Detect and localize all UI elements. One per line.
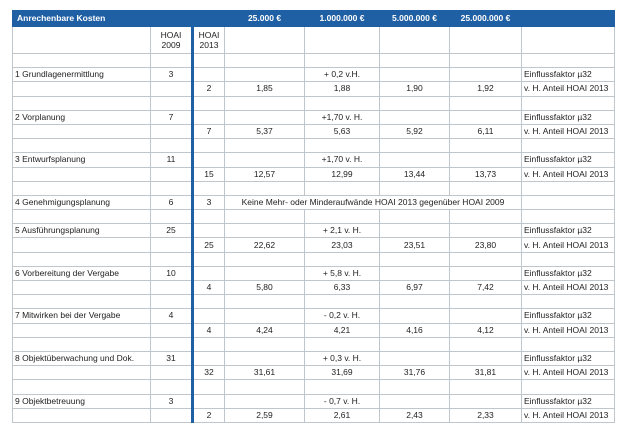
header-empty	[151, 11, 193, 27]
spacer-cell	[193, 96, 225, 110]
empty-cell	[193, 394, 225, 408]
spacer-row	[13, 96, 615, 110]
hoai-2013-value: 15	[193, 167, 225, 181]
spacer-cell	[225, 380, 305, 394]
empty-cell	[450, 110, 522, 124]
spacer-cell	[450, 96, 522, 110]
empty-cell	[380, 309, 450, 323]
spacer-cell	[305, 380, 380, 394]
spacer-row	[13, 337, 615, 351]
share-value: 23,80	[450, 238, 522, 252]
empty-cell	[225, 153, 305, 167]
spacer-cell	[225, 337, 305, 351]
share-value: 1,85	[225, 82, 305, 96]
hoai-2013-value: 4	[193, 323, 225, 337]
hoai-2013-header: HOAI 2013	[193, 27, 225, 54]
phase-row	[13, 110, 615, 124]
hoai-2009-value: 6	[151, 195, 193, 209]
empty-cell	[193, 309, 225, 323]
empty-cell	[151, 281, 193, 295]
spacer-cell	[305, 181, 380, 195]
hoai-2009-value: 31	[151, 351, 193, 365]
empty-cell	[380, 266, 450, 280]
share-value: 4,16	[380, 323, 450, 337]
empty-cell	[151, 124, 193, 138]
phase-name: 6 Vorbereitung der Vergabe	[13, 266, 151, 280]
phase-name: 2 Vorplanung	[13, 110, 151, 124]
share-value: 2,43	[380, 408, 450, 422]
phase-value-row	[13, 366, 615, 380]
empty-cell	[450, 394, 522, 408]
change-value: + 0,3 v. H.	[305, 351, 380, 365]
empty-cell	[13, 167, 151, 181]
empty-cell	[13, 408, 151, 422]
spacer-cell	[522, 139, 615, 153]
spacer-cell	[305, 96, 380, 110]
hoai-2009-value: 4	[151, 309, 193, 323]
hoai-2013-value: 2	[193, 82, 225, 96]
share-value: 1,90	[380, 82, 450, 96]
hoai-2009-value: 11	[151, 153, 193, 167]
share-label: v. H. Anteil HOAI 2013	[522, 82, 615, 96]
header-row	[13, 11, 615, 27]
hoai-2009-value: 3	[151, 394, 193, 408]
no-change-note: Keine Mehr- oder Minderaufwände HOAI 2013 gegenüber HOAI 2009	[225, 195, 522, 209]
hoai-comparison-table	[12, 10, 615, 423]
spacer-cell	[193, 139, 225, 153]
header-col-1m: 1.000.000 €	[305, 11, 380, 27]
empty-cell	[450, 224, 522, 238]
empty-cell	[151, 82, 193, 96]
phase-name: 5 Ausführungsplanung	[13, 224, 151, 238]
share-label: v. H. Anteil HOAI 2013	[522, 124, 615, 138]
spacer-cell	[522, 181, 615, 195]
spacer-cell	[305, 210, 380, 224]
phase-row	[13, 309, 615, 323]
empty-cell	[13, 366, 151, 380]
spacer-cell	[151, 252, 193, 266]
spacer-cell	[450, 337, 522, 351]
empty-cell	[450, 153, 522, 167]
spacer-cell	[380, 380, 450, 394]
share-value: 31,61	[225, 366, 305, 380]
empty-cell	[380, 351, 450, 365]
spacer-cell	[151, 139, 193, 153]
spacer-row	[13, 380, 615, 394]
hoai-2009-header: HOAI 2009	[151, 27, 193, 54]
spacer-cell	[13, 139, 151, 153]
empty-cell	[450, 266, 522, 280]
spacer-cell	[450, 54, 522, 68]
empty-cell	[13, 82, 151, 96]
spacer-cell	[13, 380, 151, 394]
empty-cell	[225, 266, 305, 280]
share-value: 4,21	[305, 323, 380, 337]
share-value: 5,37	[225, 124, 305, 138]
phase-row	[13, 394, 615, 408]
spacer-cell	[225, 96, 305, 110]
phase-value-row	[13, 167, 615, 181]
influence-factor-label: Einflussfaktor µ32	[522, 224, 615, 238]
spacer-cell	[522, 252, 615, 266]
header-empty	[522, 11, 615, 27]
hoai-2009-value: 25	[151, 224, 193, 238]
spacer-row	[13, 54, 615, 68]
subheader-empty	[305, 27, 380, 54]
hoai-comparison-table-wrapper	[12, 10, 614, 423]
influence-factor-label: Einflussfaktor µ32	[522, 110, 615, 124]
empty-cell	[151, 167, 193, 181]
empty-cell	[225, 394, 305, 408]
spacer-cell	[450, 139, 522, 153]
spacer-cell	[380, 210, 450, 224]
empty-cell	[13, 124, 151, 138]
phase-row	[13, 266, 615, 280]
share-label: v. H. Anteil HOAI 2013	[522, 366, 615, 380]
share-value: 6,33	[305, 281, 380, 295]
share-value: 31,69	[305, 366, 380, 380]
empty-cell	[193, 351, 225, 365]
empty-cell	[225, 309, 305, 323]
header-col-25k: 25.000 €	[225, 11, 305, 27]
subheader-empty	[380, 27, 450, 54]
phase-name: 3 Entwurfsplanung	[13, 153, 151, 167]
empty-cell	[380, 394, 450, 408]
share-value: 31,81	[450, 366, 522, 380]
change-value: + 2,1 v. H.	[305, 224, 380, 238]
share-value: 1,92	[450, 82, 522, 96]
hoai-2013-value: 32	[193, 366, 225, 380]
spacer-cell	[522, 210, 615, 224]
empty-cell	[193, 153, 225, 167]
empty-cell	[450, 351, 522, 365]
subheader-empty	[13, 27, 151, 54]
hoai-2013-value: 3	[193, 195, 225, 209]
spacer-cell	[305, 337, 380, 351]
spacer-cell	[193, 380, 225, 394]
phase-row	[13, 195, 615, 209]
share-value: 22,62	[225, 238, 305, 252]
influence-factor-label: Einflussfaktor µ32	[522, 266, 615, 280]
spacer-cell	[193, 295, 225, 309]
empty-cell	[450, 309, 522, 323]
header-title: Anrechenbare Kosten	[13, 11, 151, 27]
change-value: +1,70 v. H.	[305, 153, 380, 167]
hoai-2009-value: 3	[151, 68, 193, 82]
header-empty	[193, 11, 225, 27]
share-value: 13,73	[450, 167, 522, 181]
empty-cell	[193, 224, 225, 238]
empty-cell	[380, 224, 450, 238]
change-value: + 5,8 v. H.	[305, 266, 380, 280]
influence-factor-label: Einflussfaktor µ32	[522, 351, 615, 365]
share-value: 13,44	[380, 167, 450, 181]
empty-cell	[13, 238, 151, 252]
empty-cell	[380, 153, 450, 167]
share-value: 6,11	[450, 124, 522, 138]
change-value: + 0,2 v.H.	[305, 68, 380, 82]
spacer-cell	[151, 380, 193, 394]
subheader-empty	[522, 27, 615, 54]
spacer-cell	[151, 181, 193, 195]
influence-factor-label: Einflussfaktor µ32	[522, 309, 615, 323]
share-label: v. H. Anteil HOAI 2013	[522, 323, 615, 337]
subheader-row	[13, 27, 615, 54]
share-value: 1,88	[305, 82, 380, 96]
spacer-cell	[305, 139, 380, 153]
spacer-cell	[151, 210, 193, 224]
spacer-cell	[380, 54, 450, 68]
spacer-cell	[305, 252, 380, 266]
spacer-cell	[225, 181, 305, 195]
empty-cell	[522, 195, 615, 209]
spacer-cell	[193, 337, 225, 351]
share-value: 23,51	[380, 238, 450, 252]
share-value: 2,61	[305, 408, 380, 422]
spacer-cell	[193, 54, 225, 68]
hoai-2013-value: 2	[193, 408, 225, 422]
empty-cell	[450, 68, 522, 82]
share-label: v. H. Anteil HOAI 2013	[522, 167, 615, 181]
phase-row	[13, 68, 615, 82]
spacer-cell	[380, 96, 450, 110]
empty-cell	[151, 238, 193, 252]
share-value: 2,33	[450, 408, 522, 422]
spacer-row	[13, 181, 615, 195]
spacer-row	[13, 139, 615, 153]
phase-value-row	[13, 281, 615, 295]
hoai-2013-value: 4	[193, 281, 225, 295]
empty-cell	[13, 323, 151, 337]
spacer-cell	[522, 380, 615, 394]
subheader-empty	[450, 27, 522, 54]
spacer-cell	[225, 295, 305, 309]
share-value: 6,97	[380, 281, 450, 295]
empty-cell	[380, 68, 450, 82]
empty-cell	[151, 366, 193, 380]
hoai-2013-value: 7	[193, 124, 225, 138]
spacer-cell	[225, 210, 305, 224]
spacer-cell	[13, 252, 151, 266]
share-value: 31,76	[380, 366, 450, 380]
spacer-cell	[225, 54, 305, 68]
spacer-cell	[380, 295, 450, 309]
share-label: v. H. Anteil HOAI 2013	[522, 408, 615, 422]
hoai-2013-value: 25	[193, 238, 225, 252]
influence-factor-label: Einflussfaktor µ32	[522, 153, 615, 167]
phase-name: 4 Genehmigungsplanung	[13, 195, 151, 209]
change-value: +1,70 v. H.	[305, 110, 380, 124]
spacer-cell	[193, 181, 225, 195]
spacer-cell	[151, 96, 193, 110]
empty-cell	[380, 110, 450, 124]
empty-cell	[193, 266, 225, 280]
spacer-cell	[13, 210, 151, 224]
spacer-cell	[225, 252, 305, 266]
spacer-cell	[380, 139, 450, 153]
empty-cell	[225, 351, 305, 365]
phase-value-row	[13, 408, 615, 422]
header-col-25m: 25.000.000 €	[450, 11, 522, 27]
spacer-cell	[450, 252, 522, 266]
share-value: 23,03	[305, 238, 380, 252]
spacer-row	[13, 295, 615, 309]
hoai-2009-value: 10	[151, 266, 193, 280]
spacer-cell	[13, 54, 151, 68]
empty-cell	[151, 408, 193, 422]
spacer-cell	[450, 210, 522, 224]
share-value: 12,57	[225, 167, 305, 181]
spacer-cell	[522, 337, 615, 351]
spacer-cell	[13, 96, 151, 110]
phase-name: 8 Objektüberwachung und Dok.	[13, 351, 151, 365]
spacer-cell	[380, 252, 450, 266]
header-col-5m: 5.000.000 €	[380, 11, 450, 27]
change-value: - 0,2 v. H.	[305, 309, 380, 323]
spacer-cell	[13, 181, 151, 195]
phase-name: 9 Objektbetreuung	[13, 394, 151, 408]
spacer-cell	[450, 295, 522, 309]
influence-factor-label: Einflussfaktor µ32	[522, 68, 615, 82]
empty-cell	[193, 110, 225, 124]
phase-value-row	[13, 323, 615, 337]
spacer-cell	[522, 54, 615, 68]
spacer-cell	[305, 295, 380, 309]
empty-cell	[225, 224, 305, 238]
phase-name: 7 Mitwirken bei der Vergabe	[13, 309, 151, 323]
spacer-cell	[450, 181, 522, 195]
phase-row	[13, 351, 615, 365]
spacer-cell	[522, 295, 615, 309]
empty-cell	[225, 68, 305, 82]
phase-row	[13, 153, 615, 167]
share-label: v. H. Anteil HOAI 2013	[522, 281, 615, 295]
phase-value-row	[13, 124, 615, 138]
spacer-cell	[225, 139, 305, 153]
spacer-cell	[305, 54, 380, 68]
spacer-cell	[193, 210, 225, 224]
share-label: v. H. Anteil HOAI 2013	[522, 238, 615, 252]
subheader-empty	[225, 27, 305, 54]
spacer-cell	[13, 337, 151, 351]
phase-row	[13, 224, 615, 238]
spacer-cell	[380, 181, 450, 195]
spacer-cell	[450, 380, 522, 394]
share-value: 5,80	[225, 281, 305, 295]
spacer-row	[13, 252, 615, 266]
share-value: 4,12	[450, 323, 522, 337]
phase-name: 1 Grundlagenermittlung	[13, 68, 151, 82]
share-value: 5,92	[380, 124, 450, 138]
spacer-cell	[193, 252, 225, 266]
spacer-row	[13, 210, 615, 224]
phase-value-row	[13, 82, 615, 96]
influence-factor-label: Einflussfaktor µ32	[522, 394, 615, 408]
hoai-2009-value: 7	[151, 110, 193, 124]
change-value: - 0,7 v. H.	[305, 394, 380, 408]
spacer-cell	[151, 337, 193, 351]
share-value: 4,24	[225, 323, 305, 337]
spacer-cell	[522, 96, 615, 110]
share-value: 5,63	[305, 124, 380, 138]
phase-value-row	[13, 238, 615, 252]
empty-cell	[193, 68, 225, 82]
empty-cell	[13, 281, 151, 295]
empty-cell	[151, 323, 193, 337]
empty-cell	[225, 110, 305, 124]
spacer-cell	[151, 54, 193, 68]
share-value: 12,99	[305, 167, 380, 181]
spacer-cell	[380, 337, 450, 351]
share-value: 2,59	[225, 408, 305, 422]
share-value: 7,42	[450, 281, 522, 295]
spacer-cell	[13, 295, 151, 309]
spacer-cell	[151, 295, 193, 309]
